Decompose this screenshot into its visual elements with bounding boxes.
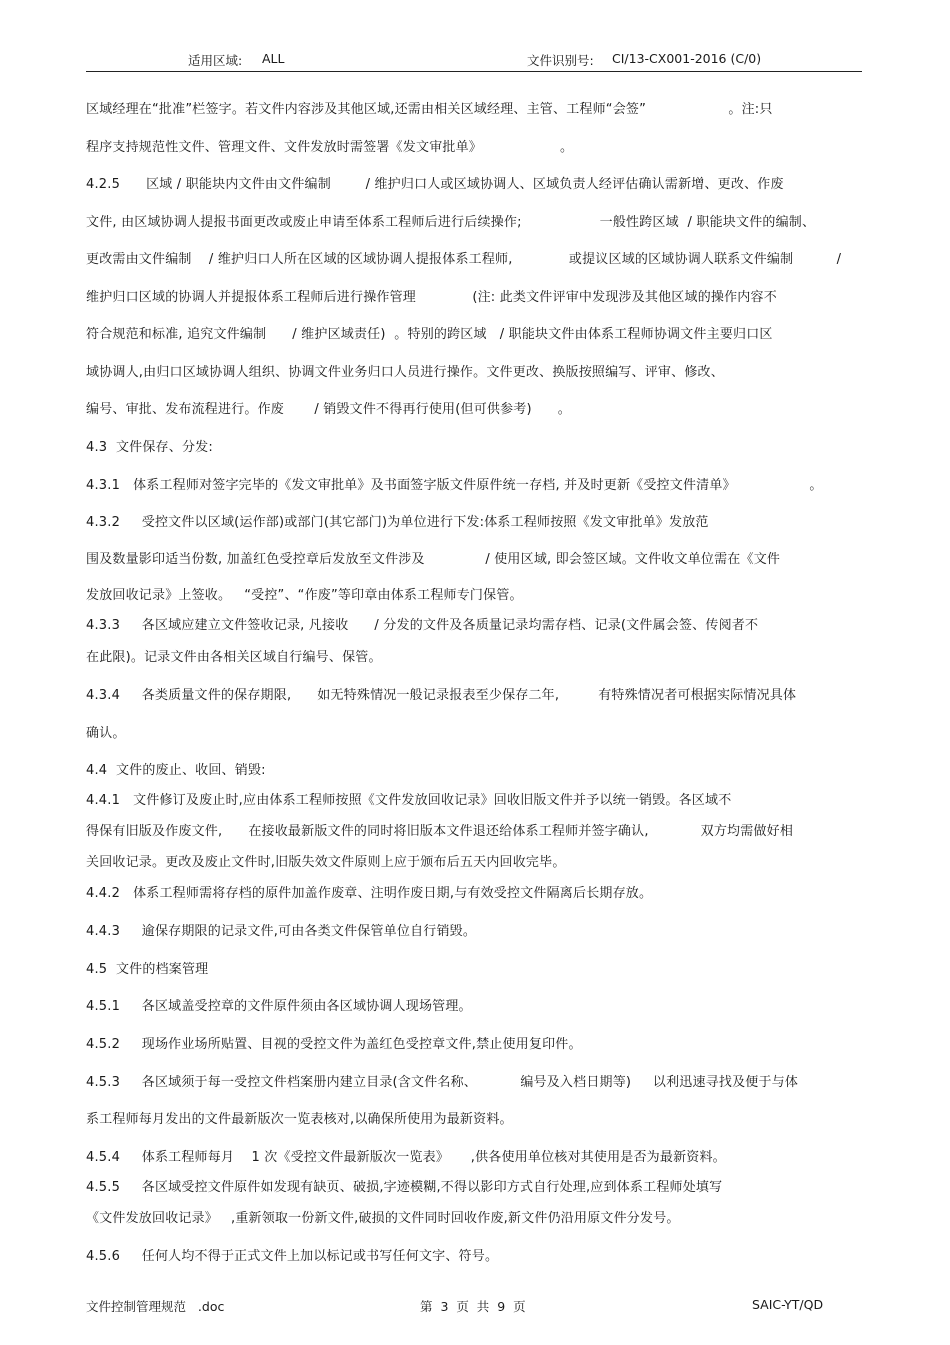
doc-id-value: CI/13-CX001-2016 (C/0)	[612, 51, 762, 66]
footer-org-code: SAIC-YT/QD	[752, 1297, 824, 1312]
footer-doc-name: 文件控制管理规范 .doc	[86, 1299, 225, 1314]
body-line: 符合规范和标准, 追究文件编制 / 维护区域责任) 。特别的跨区域 / 职能块文件由体系工程师协调文件主要归口区	[86, 327, 773, 342]
section-4-3-3: 4.3.3 各区域应建立文件签收记录, 凡接收 / 分发的文件及各质量记录均需存档、记录(文件属会签、传阅者不	[86, 618, 759, 633]
body-line: 文件, 由区域协调人提报书面更改或废止申请至体系工程师后进行后续操作; 一般性跨区域 / 职能块文件的编制、	[86, 215, 816, 230]
section-4-5-2: 4.5.2 现场作业场所贴置、目视的受控文件为盖红色受控章文件,禁止使用复印件。	[86, 1037, 582, 1052]
body-line: 确认。	[86, 726, 126, 741]
section-4-5-heading: 4.5 文件的档案管理	[86, 962, 209, 977]
body-line: 程序支持规范性文件、管理文件、文件发放时需签署《发文审批单》 。	[86, 140, 574, 155]
section-4-5-1: 4.5.1 各区域盖受控章的文件原件须由各区域协调人现场管理。	[86, 999, 472, 1014]
header-rule	[86, 71, 862, 72]
section-4-5-5: 4.5.5 各区域受控文件原件如发现有缺页、破损,字迹模糊,不得以影印方式自行处理,应到体系工程师处填写	[86, 1180, 723, 1195]
body-line: 区域经理在“批准”栏签字。若文件内容涉及其他区域,还需由相关区域经理、主管、工程师“会签” 。注:只	[86, 102, 773, 117]
section-4-3-1: 4.3.1 体系工程师对签字完毕的《发文审批单》及书面签字版文件原件统一存档, 并及时更新《受控文件清单》 。	[86, 478, 823, 493]
section-4-5-3: 4.5.3 各区域须于每一受控文件档案册内建立目录(含文件名称、 编号及入档日期等) 以利迅速寻找及便于与体	[86, 1075, 799, 1090]
section-4-4-heading: 4.4 文件的废止、收回、销毁:	[86, 763, 266, 778]
body-line: 关回收记录。更改及废止文件时,旧版失效文件原则上应于颁布后五天内回收完毕。	[86, 855, 566, 870]
body-line: 系工程师每月发出的文件最新版次一览表核对,以确保所使用为最新资料。	[86, 1112, 513, 1127]
body-line: 编号、审批、发布流程进行。作废 / 销毁文件不得再行使用(但可供参考) 。	[86, 402, 571, 417]
body-line: 发放回收记录》上签收。 “受控”、“作废”等印章由体系工程师专门保管。	[86, 588, 523, 603]
scope-value: ALL	[262, 51, 285, 66]
section-4-5-4: 4.5.4 体系工程师每月 1 次《受控文件最新版次一览表》 ,供各使用单位核对其使用是否为最新资料。	[86, 1150, 726, 1165]
body-line: 在此限)。记录文件由各相关区域自行编号、保管。	[86, 650, 382, 665]
section-4-3-4: 4.3.4 各类质量文件的保存期限, 如无特殊情况一般记录报表至少保存二年, 有特殊情况者可根据实际情况具体	[86, 688, 797, 703]
footer-page-info: 第 3 页 共 9 页	[420, 1299, 526, 1314]
section-4-3-heading: 4.3 文件保存、分发:	[86, 440, 213, 455]
body-line: 得保有旧版及作废文件, 在接收最新版文件的同时将旧版本文件退还给体系工程师并签字确认, 双方均需做好相	[86, 824, 794, 839]
section-4-3-2: 4.3.2 受控文件以区域(运作部)或部门(其它部门)为单位进行下发:体系工程师按照《发文审批单》发放范	[86, 515, 709, 530]
body-line: 《文件发放回收记录》 ,重新领取一份新文件,破损的文件同时回收作废,新文件仍沿用原文件分发号。	[86, 1211, 680, 1226]
body-line: 维护归口区域的协调人并提报体系工程师后进行操作管理 (注: 此类文件评审中发现涉及其他区域的操作内容不	[86, 290, 777, 305]
section-4-2-5: 4.2.5 区域 / 职能块内文件由文件编制 / 维护归口人或区域协调人、区域负责人经评估确认需新增、更改、作废	[86, 177, 784, 192]
body-line: 更改需由文件编制 / 维护归口人所在区域的区域协调人提报体系工程师, 或提议区域的区域协调人联系文件编制 /	[86, 252, 842, 267]
section-4-5-6: 4.5.6 任何人均不得于正式文件上加以标记或书写任何文字、符号。	[86, 1249, 499, 1264]
doc-id-label: 文件识别号:	[527, 53, 594, 68]
scope-label: 适用区域:	[188, 53, 243, 68]
body-line: 域协调人,由归口区域协调人组织、协调文件业务归口人员进行操作。文件更改、换版按照编写、评审、修改、	[86, 365, 724, 380]
section-4-4-2: 4.4.2 体系工程师需将存档的原件加盖作废章、注明作废日期,与有效受控文件隔离后长期存放。	[86, 886, 653, 901]
section-4-4-3: 4.4.3 逾保存期限的记录文件,可由各类文件保管单位自行销毁。	[86, 924, 477, 939]
section-4-4-1: 4.4.1 文件修订及废止时,应由体系工程师按照《文件发放回收记录》回收旧版文件并予以统一销毁。各区域不	[86, 793, 732, 808]
body-line: 围及数量影印适当份数, 加盖红色受控章后发放至文件涉及 / 使用区域, 即会签区域。文件收文单位需在《文件	[86, 552, 781, 567]
